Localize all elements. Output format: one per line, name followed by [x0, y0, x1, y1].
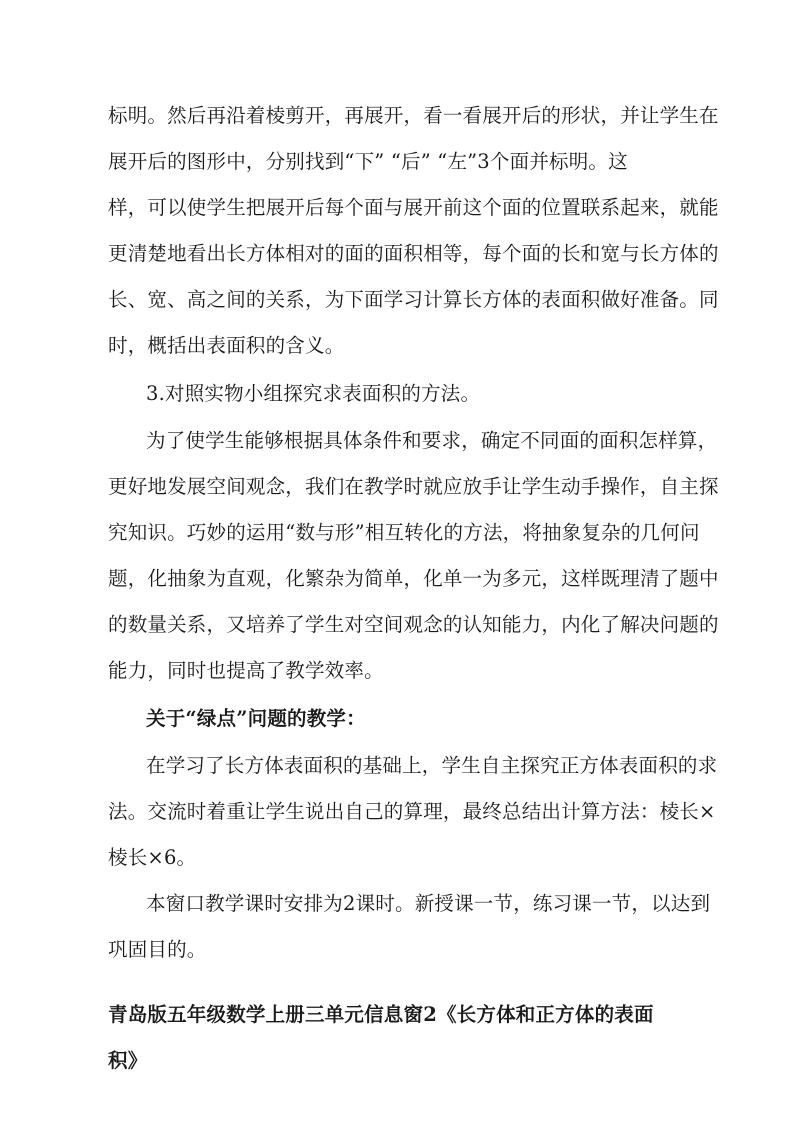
paragraph-line: 巩固目的。 [108, 938, 207, 961]
paragraph-line: 题，化抽象为直观，化繁杂为简单，化单一为多元，这样既理清了题中 [108, 567, 719, 590]
paragraph-line: 为了使学生能够根据具体条件和要求，确定不同面的面积怎样算， [146, 429, 718, 452]
paragraph-line: 长、宽、高之间的关系，为下面学习计算长方体的表面积做好准备。同 [108, 288, 719, 311]
document-title: 青岛版五年级数学上册三单元信息窗2《长方体和正方体的表面 [108, 1003, 654, 1026]
paragraph-line: 时，概括出表面积的含义。 [108, 334, 345, 357]
paragraph-line: 样，可以使学生把展开后每个面与展开前这个面的位置联系起来，就能 [108, 196, 719, 219]
paragraph-line: 标明。然后再沿着棱剪开，再展开，看一看展开后的形状，并让学生在 [108, 104, 719, 127]
paragraph-line: 的数量关系，又培养了学生对空间观念的认知能力，内化了解决问题的 [108, 613, 719, 636]
paragraph-line: 更清楚地看出长方体相对的面的面积相等，每个面的长和宽与长方体的 [108, 242, 719, 265]
step-heading: 3.对照实物小组探究求表面积的方法。 [146, 382, 481, 405]
paragraph-line: 能力，同时也提高了教学效率。 [108, 659, 384, 682]
paragraph-line: 本窗口教学课时安排为2课时。新授课一节，练习课一节，以达到 [146, 892, 711, 915]
paragraph-line: 法。交流时着重让学生说出自己的算理，最终总结出计算方法：棱长× [108, 800, 716, 823]
paragraph-line: 在学习了长方体表面积的基础上，学生自主探究正方体表面积的求 [146, 754, 718, 777]
paragraph-line: 究知识。巧妙的运用“数与形”相互转化的方法，将抽象复杂的几何问 [108, 521, 700, 544]
paragraph-line: 更好地发展空间观念，我们在教学时就应放手让学生动手操作，自主探 [108, 475, 719, 498]
paragraph-line: 棱长×6。 [108, 846, 197, 869]
section-heading: 关于“绿点”问题的教学： [146, 707, 366, 730]
document-title: 积》 [108, 1049, 148, 1072]
paragraph-line: 展开后的图形中，分别找到“下” “后” “左”3个面并标明。这 [108, 150, 628, 173]
